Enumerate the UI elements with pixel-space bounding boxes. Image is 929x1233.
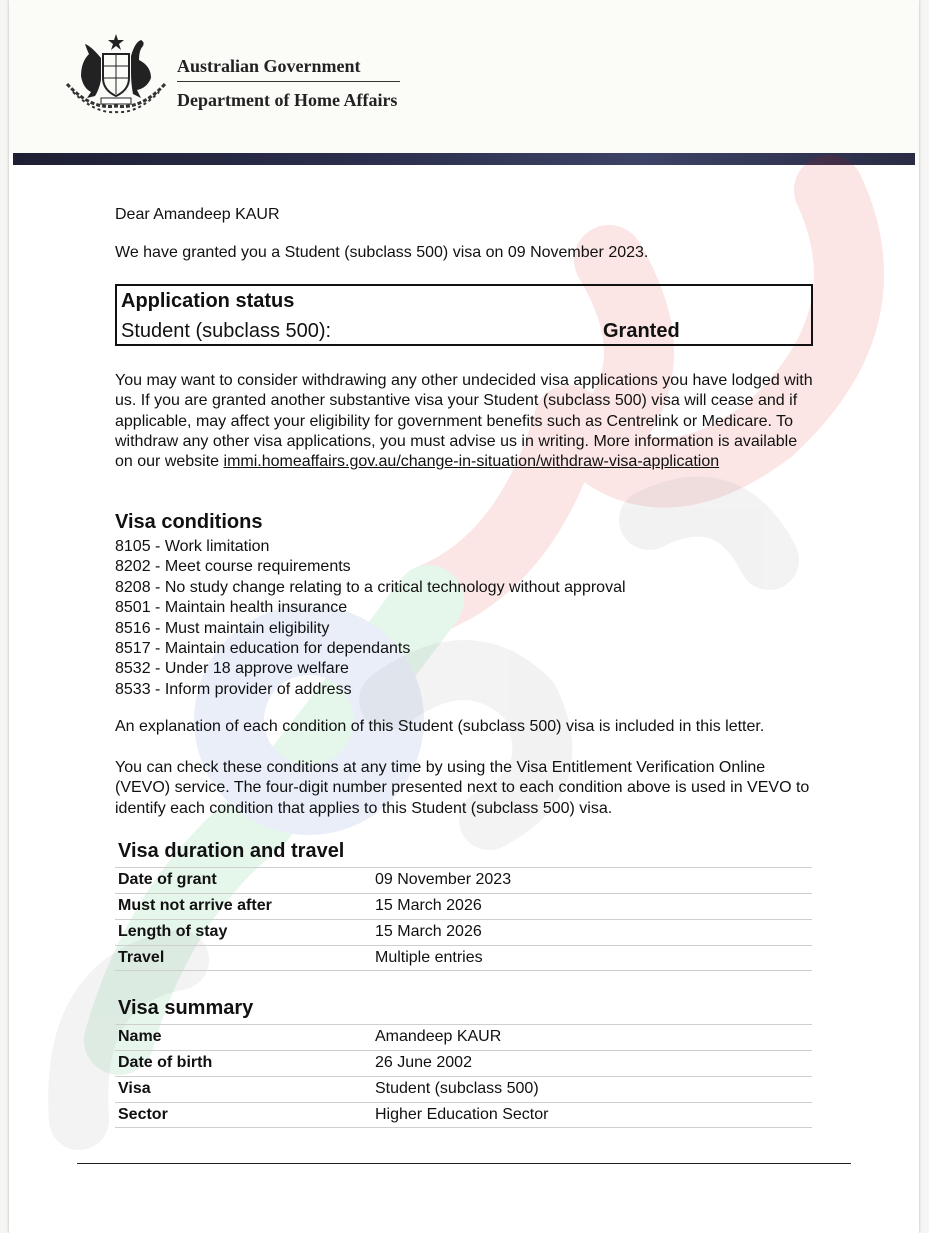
row-value: Student (subclass 500) [375,1080,539,1097]
row-label: Length of stay [118,923,228,940]
letter-page [9,0,919,1233]
withdraw-text: You may want to consider withdrawing any other undecided visa applications you have lodged with us. If you are granted another substantive visa your Student (subclass 500) visa will cease and if applicable, may affect your eligibility for government benefits such as Centrelink or Medicare. To withdraw any other visa applications, you must advise us in writing. More information is available on our website [115,372,813,471]
application-status-title: Application status [121,290,295,312]
vevo-paragraph: You can check these conditions at any time by using the Visa Entitlement Verification Online (VEVO) service. The four-digit number presented next to each condition above is used in VEVO to identify each condition that applies to this Student (subclass 500) visa. [115,759,810,817]
condition-item: 8208 - No study change relating to a critical technology without approval [115,578,626,596]
header-band [13,153,915,165]
visa-duration-table [115,867,812,971]
visa-conditions-list [115,537,626,700]
application-status-visa: Student (subclass 500): [121,320,332,342]
condition-item: 8501 - Maintain health insurance [115,599,348,617]
table-row [115,919,812,945]
row-label: Date of grant [118,871,217,888]
table-row [115,945,812,971]
row-value: 15 March 2026 [375,923,482,940]
row-label: Name [118,1028,162,1045]
table-row [115,867,812,893]
footer-divider [77,1163,851,1164]
application-status-box [115,284,813,346]
table-row [115,1024,812,1050]
row-value: Amandeep KAUR [375,1028,502,1045]
row-label: Sector [118,1106,168,1123]
visa-summary-heading: Visa summary [118,997,254,1019]
row-value: Multiple entries [375,949,483,966]
conditions-explanation: An explanation of each condition of this Student (subclass 500) visa is included in this letter. [115,718,765,735]
row-label: Travel [118,949,165,966]
table-row [115,1076,812,1102]
row-value: 15 March 2026 [375,897,482,914]
condition-item: 8532 - Under 18 approve welfare [115,660,349,678]
government-name: Australian Government [177,56,361,76]
condition-item: 8517 - Maintain education for dependants [115,640,411,658]
row-value: Higher Education Sector [375,1106,549,1123]
salutation: Dear Amandeep KAUR [115,206,280,223]
row-label: Visa [118,1080,151,1097]
visa-summary-table [115,1024,812,1128]
condition-item: 8516 - Must maintain eligibility [115,619,330,637]
withdraw-visa-link[interactable]: immi.homeaffairs.gov.au/change-in-situation/withdraw-visa-application [223,453,720,471]
department-name: Department of Home Affairs [177,90,398,110]
letterhead [9,0,919,153]
table-row [115,1102,812,1128]
visa-duration-heading: Visa duration and travel [118,840,345,862]
condition-item: 8105 - Work limitation [115,538,270,555]
letterhead-divider [177,81,400,82]
grant-statement: We have granted you a Student (subclass 500) visa on 09 November 2023. [115,244,649,261]
row-value: 26 June 2002 [375,1054,472,1071]
application-status-value: Granted [603,320,680,342]
row-value: 09 November 2023 [375,871,512,888]
condition-item: 8202 - Meet course requirements [115,558,351,576]
visa-conditions-heading: Visa conditions [115,511,263,533]
row-label: Date of birth [118,1054,213,1071]
table-row [115,1050,812,1076]
table-row [115,893,812,919]
condition-item: 8533 - Inform provider of address [115,680,352,698]
withdraw-paragraph [115,371,815,472]
row-label: Must not arrive after [118,897,272,914]
coat-of-arms-icon [61,32,171,114]
